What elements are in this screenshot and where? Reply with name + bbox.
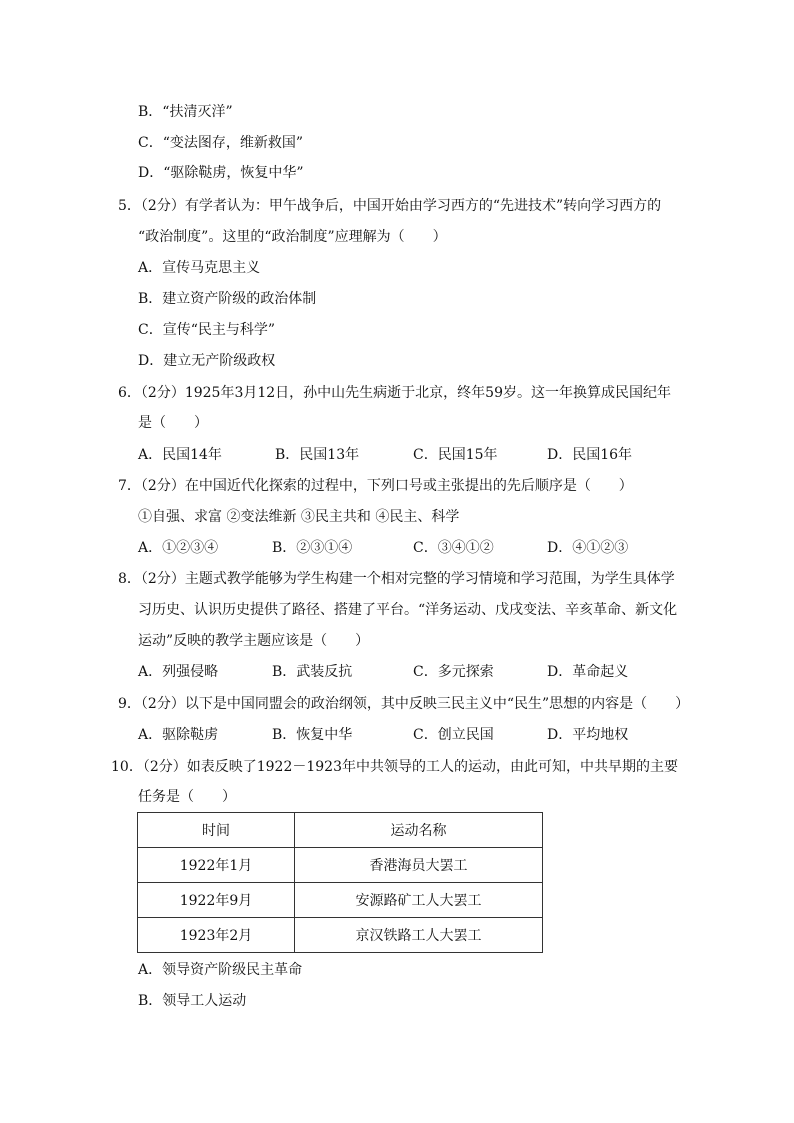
table-cell-movement: 香港海员大罢工 (295, 848, 543, 883)
question-6-option-b: B．民国13年 (275, 447, 360, 463)
question-8-option-b: B．武装反抗 (272, 664, 353, 680)
question-9-option-b: B．恢复中华 (272, 727, 353, 743)
table-cell-movement: 安源路矿工人大罢工 (295, 883, 543, 918)
question-7-line-2: ①自强、求富 ②变法维新 ③民主共和 ④民主、科学 (138, 509, 460, 525)
table-row (138, 883, 543, 918)
table-header-row (138, 813, 543, 848)
question-7-option-c: C．③④①② (413, 540, 494, 556)
question-5-line-2: “政治制度”。这里的“政治制度”应理解为（ ） (138, 229, 447, 245)
question-5-option-c: C．宣传“民主与科学” (138, 322, 276, 338)
question-8-option-d: D．革命起义 (547, 664, 629, 680)
table-cell-time: 1922年1月 (138, 848, 295, 883)
question-10-option-b: B．领导工人运动 (138, 993, 247, 1009)
table-cell-movement: 京汉铁路工人大罢工 (295, 918, 543, 953)
question-6-option-d: D．民国16年 (547, 447, 633, 463)
question-6-line-1: 6．（2分）1925年3月12日，孙中山先生病逝于北京，终年59岁。这一年换算成民国纪年 (118, 385, 671, 401)
table-row (138, 848, 543, 883)
question-10-line-2: 任务是（ ） (138, 789, 236, 805)
prev-option-b: B．“扶清灭洋” (138, 104, 233, 120)
question-7-line-1: 7．（2分）在中国近代化探索的过程中，下列口号或主张提出的先后顺序是（ ） (118, 478, 633, 494)
table-cell-time: 1923年2月 (138, 918, 295, 953)
question-10-option-a: A．领导资产阶级民主革命 (138, 962, 303, 978)
question-9-option-c: C．创立民国 (413, 727, 494, 743)
table-header-time: 时间 (138, 813, 295, 848)
prev-option-c: C．“变法图存，维新救国” (138, 135, 304, 151)
question-7-option-a: A．①②③④ (138, 540, 219, 556)
question-6-option-c: C．民国15年 (413, 447, 498, 463)
prev-option-d: D．“驱除鞑虏，恢复中华” (138, 165, 304, 181)
question-10-line-1: 10．（2分）如表反映了1922－1923年中共领导的工人的运动，由此可知，中共早期的主要 (111, 759, 678, 775)
question-8-line-2: 习历史、认识历史提供了路径、搭建了平台。“洋务运动、戊戌变法、辛亥革命、新文化 (138, 602, 678, 618)
question-8-line-3: 运动”反映的教学主题应该是（ ） (138, 633, 370, 649)
question-7-option-d: D．④①②③ (547, 540, 629, 556)
question-7-option-b: B．②③①④ (272, 540, 353, 556)
table-cell-time: 1922年9月 (138, 883, 295, 918)
question-6-line-2: 是（ ） (138, 415, 208, 431)
question-5-option-d: D．建立无产阶级政权 (138, 353, 276, 369)
table-header-movement: 运动名称 (295, 813, 543, 848)
question-5-line-1: 5．（2分）有学者认为：甲午战争后，中国开始由学习西方的“先进技术”转向学习西方的 (118, 198, 662, 214)
question-9-option-d: D．平均地权 (547, 727, 629, 743)
question-5-option-b: B．建立资产阶级的政治体制 (138, 291, 317, 307)
question-9-option-a: A．驱除鞑虏 (138, 727, 219, 743)
question-8-line-1: 8．（2分）主题式教学能够为学生构建一个相对完整的学习情境和学习范围，为学生具体学 (118, 571, 675, 587)
labor-movement-table (137, 812, 543, 953)
question-5-option-a: A．宣传马克思主义 (138, 260, 261, 276)
question-9-line-1: 9．（2分）以下是中国同盟会的政治纲领，其中反映三民主义中“民生”思想的内容是（ ） (118, 696, 690, 712)
table-row (138, 918, 543, 953)
question-6-option-a: A．民国14年 (138, 447, 222, 463)
question-8-option-a: A．列强侵略 (138, 664, 219, 680)
question-8-option-c: C．多元探索 (413, 664, 494, 680)
